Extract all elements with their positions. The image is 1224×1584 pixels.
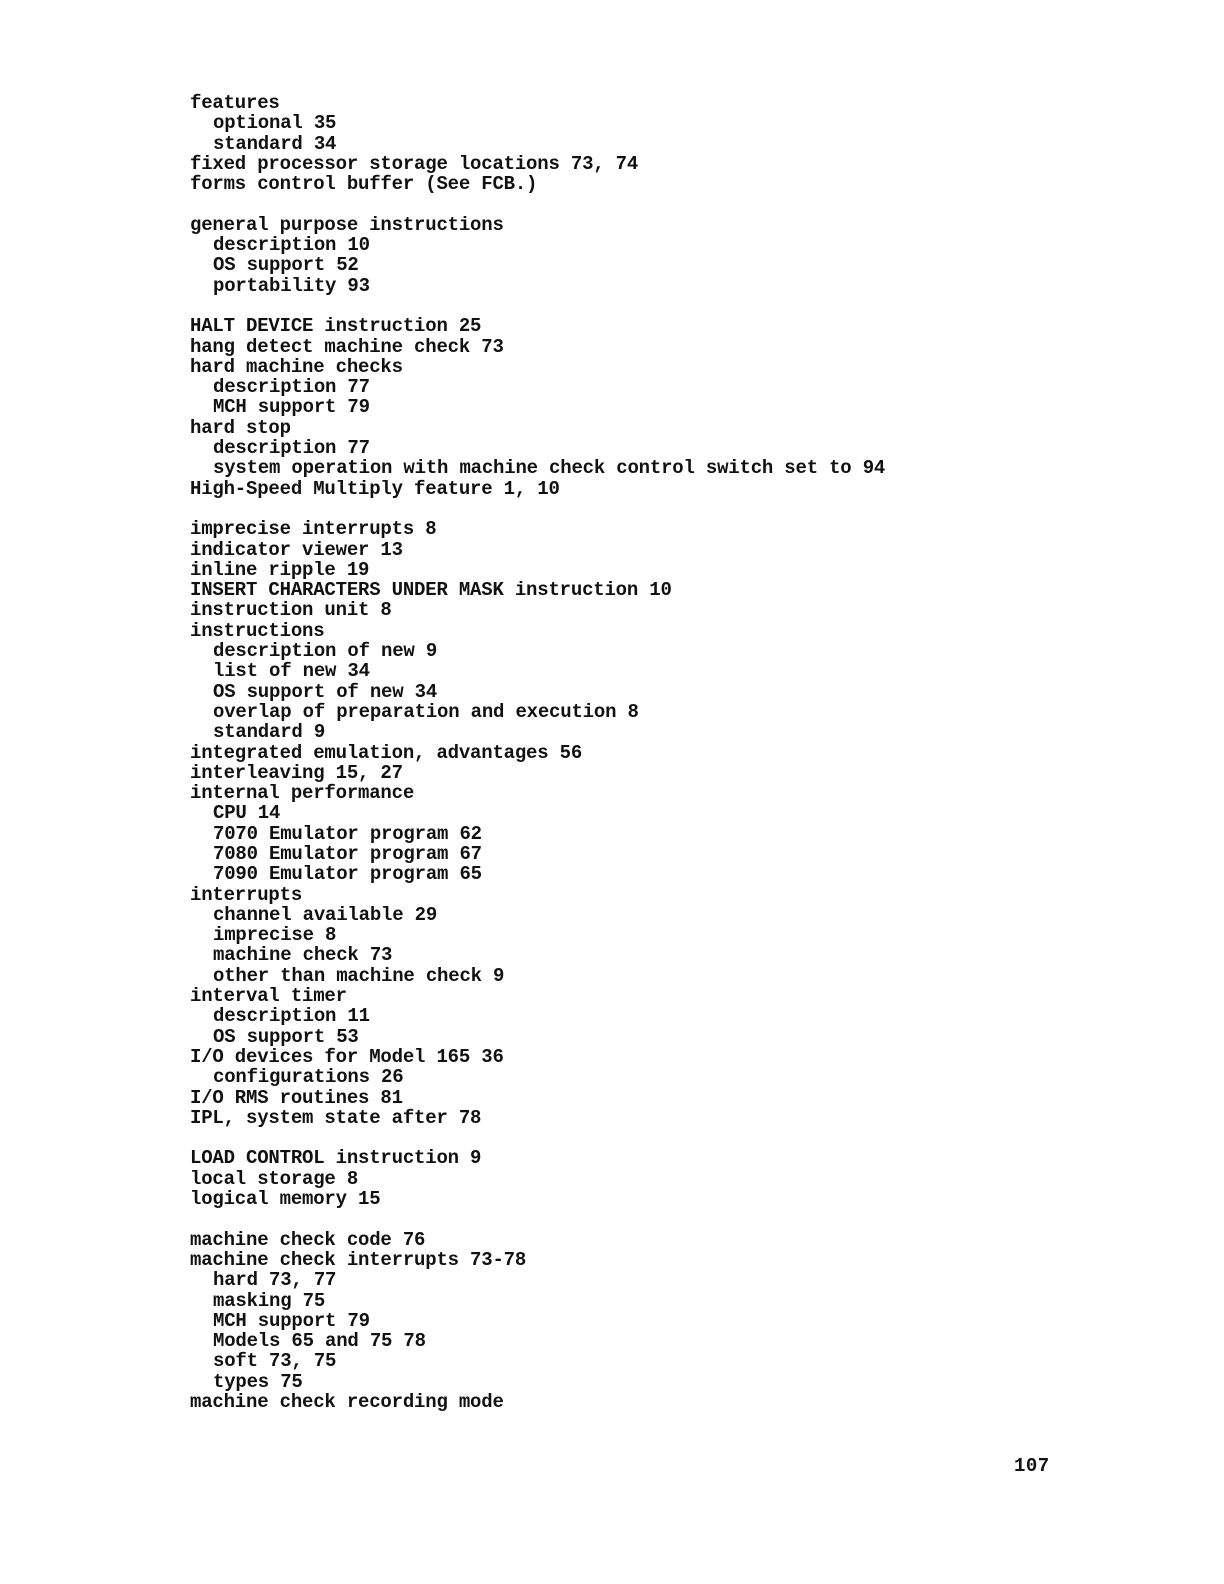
index-subentry: standard 9: [213, 721, 326, 744]
index-subentry: description 10: [213, 234, 370, 257]
index-subentry: OS support 53: [213, 1025, 359, 1048]
index-entry: imprecise interrupts 8: [190, 518, 437, 541]
index-entry: local storage 8: [190, 1167, 359, 1190]
index-subentry: other than machine check 9: [213, 964, 505, 987]
index-subentry: OS support 52: [213, 254, 359, 277]
index-subentry: description 77: [213, 376, 370, 399]
index-subentry: description 11: [213, 1005, 370, 1028]
index-subentry: description of new 9: [213, 640, 438, 663]
index-group-gap: [190, 296, 1190, 316]
index-group-gap: [190, 499, 1190, 519]
index-group-gap: [190, 1128, 1190, 1148]
index-entry: hard stop: [190, 416, 291, 439]
index-entry: interleaving 15, 27: [190, 761, 403, 784]
index-subentry: channel available 29: [213, 903, 438, 926]
index-entry: LOAD CONTROL instruction 9: [190, 1147, 482, 1170]
index-entry: inline ripple 19: [190, 558, 370, 581]
index-entry: I/O RMS routines 81: [190, 1086, 403, 1109]
index-subentry: list of new 34: [213, 660, 370, 683]
index-entry: interrupts: [190, 883, 303, 906]
index-entry: High-Speed Multiply feature 1, 10: [190, 477, 560, 500]
index-subentry: overlap of preparation and execution 8: [213, 700, 639, 723]
index-entry: hang detect machine check 73: [190, 335, 504, 358]
index-subentry: description 77: [213, 437, 370, 460]
index-subentry: configurations 26: [213, 1066, 404, 1089]
index-subentry: OS support of new 34: [213, 680, 438, 703]
index-entry: machine check recording mode: [190, 1391, 504, 1413]
index-entry: machine check interrupts 73-78: [190, 1248, 527, 1271]
index-subentry: 7080 Emulator program 67: [213, 842, 482, 865]
index-column: [190, 93, 1190, 1412]
index-entry: machine check code 76: [190, 1228, 426, 1251]
index-subentry: system operation with machine check control switch set to 94: [213, 457, 886, 480]
index-entry: internal performance: [190, 782, 415, 805]
index-entry: logical memory 15: [190, 1188, 381, 1211]
index-subentry: soft 73, 75: [213, 1350, 337, 1373]
index-entry: instruction unit 8: [190, 599, 392, 622]
index-entry: I/O devices for Model 165 36: [190, 1045, 504, 1068]
index-subentry: optional 35: [213, 112, 337, 135]
index-subentry: imprecise 8: [213, 924, 337, 947]
index-entry: fixed processor storage locations 73, 74: [190, 152, 639, 175]
index-entry: interval timer: [190, 985, 347, 1008]
index-entry: INSERT CHARACTERS UNDER MASK instruction 10: [190, 579, 672, 602]
index-entry: features: [190, 92, 280, 114]
index-subentry: standard 34: [213, 132, 337, 155]
index-group-gap: [190, 194, 1190, 214]
page-number: 107: [1014, 1455, 1050, 1477]
index-subentry: hard 73, 77: [213, 1269, 337, 1292]
index-subentry: portability 93: [213, 274, 370, 297]
index-subentry: Models 65 and 75 78: [213, 1330, 426, 1353]
index-entry: hard machine checks: [190, 355, 403, 378]
index-entry: indicator viewer 13: [190, 538, 403, 561]
index-entry: integrated emulation, advantages 56: [190, 741, 583, 764]
index-group-gap: [190, 1209, 1190, 1229]
index-subentry: 7090 Emulator program 65: [213, 863, 482, 886]
index-entry: instructions: [190, 619, 325, 642]
index-subentry: MCH support 79: [213, 396, 370, 419]
index-subentry: machine check 73: [213, 944, 393, 967]
index-entry: forms control buffer (See FCB.): [190, 173, 538, 196]
index-entry: IPL, system state after 78: [190, 1106, 482, 1129]
index-subentry: MCH support 79: [213, 1309, 370, 1332]
index-entry: HALT DEVICE instruction 25: [190, 315, 482, 338]
index-subentry: types 75: [213, 1370, 303, 1393]
index-subentry: CPU 14: [213, 802, 281, 825]
index-entry: general purpose instructions: [190, 213, 504, 236]
index-subentry: masking 75: [213, 1289, 326, 1312]
index-subentry: 7070 Emulator program 62: [213, 822, 482, 845]
